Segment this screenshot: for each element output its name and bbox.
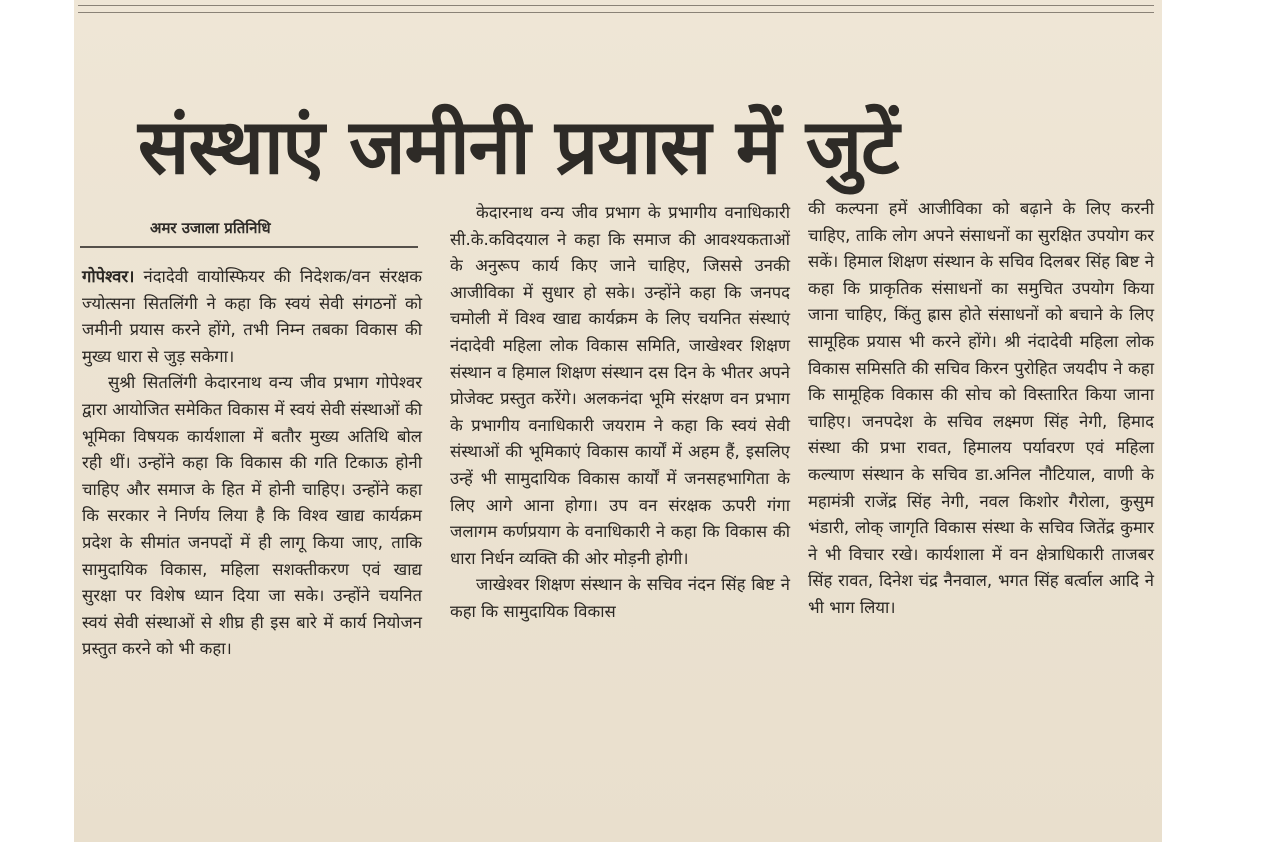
column-2: [450, 200, 790, 626]
paragraph: [82, 264, 422, 370]
paragraph-text: नंदादेवी वायोस्फियर की निदेशक/वन संरक्षक ज्योत्सना सितलिंगी ने कहा कि स्वयं सेवी संगठनों को जमीनी प्रयास करने होंगे, तभी निम्न तबका विकास की मुख्य धारा से जुड़ सकेगा।: [82, 267, 422, 366]
paragraph: केदारनाथ वन्य जीव प्रभाग के प्रभागीय वनाधिकारी सी.के.कविदयाल ने कहा कि समाज की आवश्यकताओं के अनुरूप कार्य किए जाने चाहिए, जिससे उनकी आजीविका में सुधार हो सके। उन्होंने कहा कि जनपद चमोली में विश्व खाद्य कार्यक्रम के लिए चयनित संस्थाएं नंदादेवी महिला लोक विकास समिति, जाखेश्वर शिक्षण संस्थान व हिमाल शिक्षण संस्थान दस दिन के भीतर अपने प्रोजेक्ट प्रस्तुत करेंगे। अलकनंदा भूमि संरक्षण वन प्रभाग के प्रभागीय वनाधिकारी जयराम ने कहा कि स्वयं सेवी संस्थाओं की भूमिकाएं विकास कार्यों में अहम हैं, इसलिए उन्हें भी सामुदायिक विकास कार्यों में जनसहभागिता के लिए आगे आना होगा। उप वन संरक्षक ऊपरी गंगा जलागम कर्णप्रयाग के वनाधिकारी ने कहा कि विकास की धारा निर्धन व्यक्ति की ओर मोड़नी होगी।: [450, 203, 790, 568]
byline: अमर उजाला प्रतिनिधि: [150, 219, 271, 237]
paragraph: सुश्री सितलिंगी केदारनाथ वन्य जीव प्रभाग गोपेश्वर द्वारा आयोजित समेकित विकास में स्वयं सेवी संस्थाओं की भूमिका विषयक कार्यशाला में बतौर मुख्य अतिथि बोल रही थीं। उन्होंने कहा कि विकास की गति टिकाऊ होनी चाहिए और समाज के हित में होनी चाहिए। उन्होंने कहा कि सरकार ने निर्णय लिया है कि विश्व खाद्य कार्यक्रम प्रदेश के सीमांत जनपदों में ही लागू किया जाए, ताकि सामुदायिक विकास, महिला सशक्तीकरण एवं खाद्य सुरक्षा पर विशेष ध्यान दिया जा सके। उन्होंने चयनित स्वयं सेवी संस्थाओं से शीघ्र ही इस बारे में कार्य नियोजन प्रस्तुत करने को भी कहा।: [82, 373, 422, 659]
byline-rule: [80, 246, 418, 248]
top-double-rule: [78, 5, 1154, 13]
dateline: गोपेश्वर।: [82, 267, 135, 286]
column-1: [82, 264, 422, 663]
headline: संस्थाएं जमीनी प्रयास में जुटें: [138, 101, 899, 191]
paragraph: जाखेश्वर शिक्षण संस्थान के सचिव नंदन सिंह बिष्ट ने कहा कि सामुदायिक विकास: [450, 575, 790, 621]
column-3: [808, 196, 1154, 622]
paragraph: की कल्पना हमें आजीविका को बढ़ाने के लिए करनी चाहिए, ताकि लोग अपने संसाधनों का सुरक्षित उपयोग कर सकें। हिमाल शिक्षण संस्थान के सचिव दिलबर सिंह बिष्ट ने कहा कि प्राकृतिक संसाधनों का समुचित उपयोग किया जाना चाहिए, किंतु ह्रास होते संसाधनों को बचाने के लिए सामूहिक प्रयास भी करने होंगे। श्री नंदादेवी महिला लोक विकास समिसति की सचिव किरन पुरोहित जयदीप ने कहा कि सामूहिक विकास की सोच को विस्तारित किया जाना चाहिए। जनपदेश के सचिव लक्ष्मण सिंह नेगी, हिमाद संस्था की प्रभा रावत, हिमालय पर्यावरण एवं महिला कल्याण संस्थान के सचिव डा.अनिल नौटियाल, वाणी के महामंत्री राजेंद्र सिंह नेगी, नवल किशोर गैरोला, कुसुम भंडारी, लोक् जागृति विकास संस्था के सचिव जितेंद्र कुमार ने भी विचार रखे। कार्यशाला में वन क्षेत्राधिकारी ताजबर सिंह रावत, दिनेश चंद्र नैनवाल, भगत सिंह बर्त्वाल आदि ने भी भाग लिया।: [808, 199, 1154, 617]
